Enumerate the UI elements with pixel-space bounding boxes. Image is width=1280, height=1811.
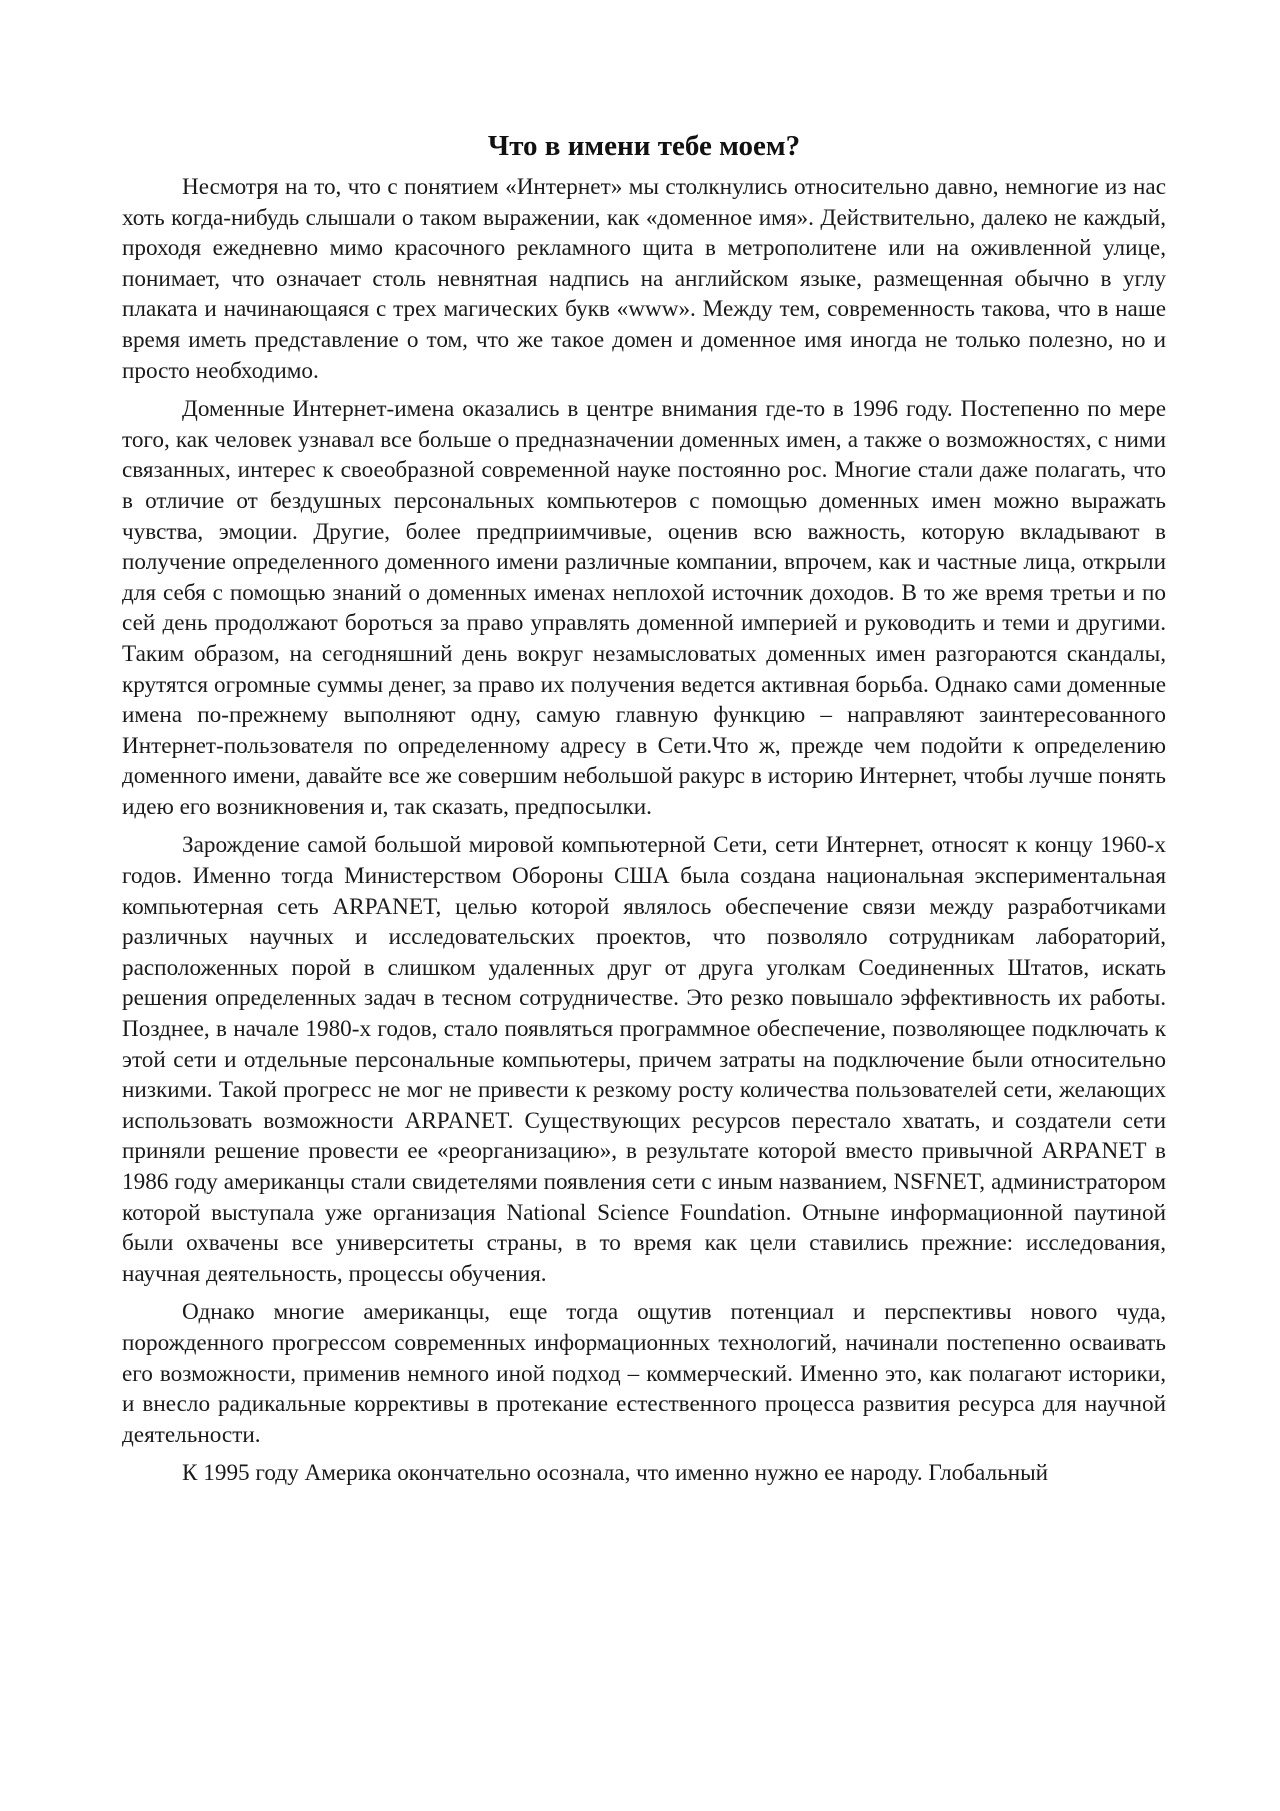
paragraph: Доменные Интернет-имена оказались в центре внимания где-то в 1996 году. Постепенно по мере того, как человек узнавал все больше о предназначении доменных имен, а также о возможностях, с ними связанных, интерес к своеобразной современной науке постоянно рос. Многие стали даже полагать, что в отличие от бездушных персональных компьютеров с помощью доменных имен можно выражать чувства, эмоции. Другие, более предприимчивые, оценив всю важность, которую вкладывают в получение определенного доменного имени различные компании, впрочем, как и частные лица, открыли для себя с помощью знаний о доменных именах неплохой источник доходов. В то же время третьи и по сей день продолжают бороться за право управлять доменной империей и руководить и теми и другими. Таким образом, на сегодняшний день вокруг незамысловатых доменных имен разгораются скандалы, крутятся огромные суммы денег, за право их получения ведется активная борьба. Однако сами доменные имена по-прежнему выполняют одну, самую главную функцию – направляют заинтересованного Интернет-пользователя по определенному адресу в Сети.Что ж, прежде чем подойти к определению доменного имени, давайте все же совершим небольшой ракурс в историю Интернет, чтобы лучше понять идею его возникновения и, так сказать, предпосылки. bbox=[122, 396, 1166, 820]
paragraph: Несмотря на то, что с понятием «Интернет» мы столкнулись относительно давно, немногие из нас хоть когда-нибудь слышали о таком выражении, как «доменное имя». Действительно, далеко не каждый, проходя ежедневно мимо красочного рекламного щита в метрополитене или на оживленной улице, понимает, что означает столь невнятная надпись на английском языке, размещенная обычно в углу плаката и начинающаяся с трех магических букв «www». Между тем, современность такова, что в наше время иметь представление о том, что же такое домен и доменное имя иногда не только полезно, но и просто необходимо. bbox=[122, 174, 1166, 384]
paragraph: Зарождение самой большой мировой компьютерной Сети, сети Интернет, относят к концу 1960-х годов. Именно тогда Министерством Обороны США была создана национальная экспериментальная компьютерная сеть ARPANET, целью которой являлось обеспечение связи между разработчиками различных научных и исследовательских проектов, что позволяло сотрудникам лабораторий, расположенных порой в слишком удаленных друг от друга уголкам Соединенных Штатов, искать решения определенных задач в тесном сотрудничестве. Это резко повышало эффективность их работы. Позднее, в начале 1980-х годов, стало появляться программное обеспечение, позволяющее подключать к этой сети и отдельные персональные компьютеры, причем затраты на подключение были относительно низкими. Такой прогресс не мог не привести к резкому росту количества пользователей сети, желающих использовать возможности ARPANET. Существующих ресурсов перестало хватать, и создатели сети приняли решение провести ее «реорганизацию», в результате которой вместо привычной ARPANET в 1986 году американцы стали свидетелями появления сети с иным названием, NSFNET, администратором которой выступала уже организация National Science Foundation. Отныне информационной паутиной были охвачены все университеты страны, в то время как цели ставились прежние: исследования, научная деятельность, процессы обучения. bbox=[122, 832, 1166, 1287]
paragraph: Однако многие американцы, еще тогда ощутив потенциал и перспективы нового чуда, порожденного прогрессом современных информационных технологий, начинали постепенно осваивать его возможности, применив немного иной подход – коммерческий. Именно это, как полагают историки, и внесло радикальные коррективы в протекание естественного процесса развития ресурса для научной деятельности. bbox=[122, 1299, 1166, 1448]
document-title: Что в имени тебе моем? bbox=[487, 130, 801, 162]
paragraph: К 1995 году Америка окончательно осознала, что именно нужно ее народу. Глобальный bbox=[182, 1460, 1049, 1487]
document-body bbox=[122, 128, 1166, 1497]
